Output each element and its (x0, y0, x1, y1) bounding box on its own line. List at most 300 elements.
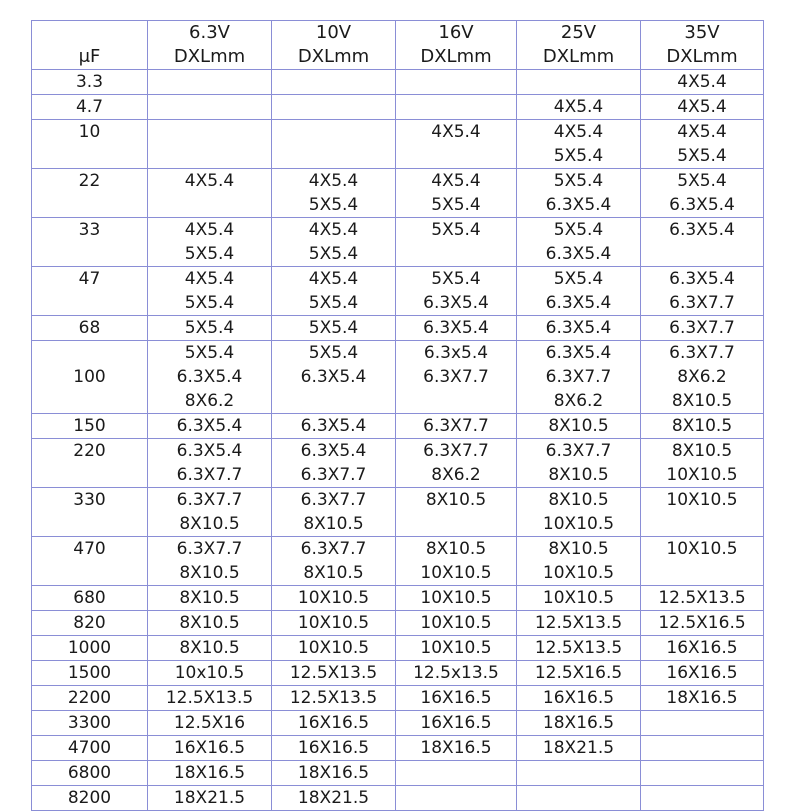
case-size-value: 6.3X7.7 (176, 465, 243, 485)
case-size-value: 4X5.4 (308, 269, 359, 289)
table-row (32, 414, 764, 439)
size-cell (272, 95, 396, 120)
capacitance-value: 330 (73, 490, 106, 510)
case-size-value: 16X16.5 (297, 713, 370, 733)
case-size-value: 8X10.5 (179, 638, 240, 658)
case-size-value: 5X5.4 (431, 269, 481, 289)
case-size-value: 16X16.5 (666, 663, 738, 683)
case-size-value: 5X5.4 (308, 343, 359, 363)
case-size-value: 10X10.5 (420, 638, 492, 658)
header-6-3v (148, 21, 272, 70)
case-size-value: 16X16.5 (297, 738, 370, 758)
case-size-value: 8X6.2 (184, 391, 235, 411)
case-size-value: 12.5X13.5 (534, 638, 623, 658)
case-size-value: 6.3X5.4 (545, 244, 612, 264)
case-size-value: 6.3X5.4 (545, 343, 612, 363)
table-row (32, 218, 764, 267)
size-cell (641, 636, 764, 661)
size-cell (517, 636, 641, 661)
capacitance-value: 3.3 (75, 72, 104, 92)
case-size-value: 12.5X13.5 (289, 663, 378, 683)
case-size-value: 6.3X7.7 (176, 539, 243, 559)
case-size-value: 6.3X5.4 (423, 318, 489, 338)
capacitance-value: 4.7 (75, 97, 104, 117)
size-cell (396, 711, 517, 736)
case-size-value: 8X10.5 (548, 465, 609, 485)
size-cell (396, 95, 517, 120)
case-size-value: 6.3X5.4 (669, 269, 735, 289)
header-voltage: 16V (438, 22, 474, 43)
header-unit: DXLmm (297, 46, 370, 67)
table-row (32, 537, 764, 586)
case-size-value: 10x10.5 (174, 663, 245, 683)
case-size-value: 10X10.5 (666, 539, 738, 559)
size-cell (517, 70, 641, 95)
size-cell (517, 586, 641, 611)
case-size-value: 6.3X7.7 (669, 343, 735, 363)
case-size-value: 8X10.5 (548, 416, 609, 436)
size-cell (148, 218, 272, 267)
case-size-value: 4X5.4 (553, 97, 604, 117)
header-unit: DXLmm (542, 46, 615, 67)
case-size-value: 10X10.5 (542, 563, 615, 583)
capacitance-cell (32, 586, 148, 611)
size-cell (148, 120, 272, 169)
case-size-value: 5X5.4 (308, 195, 359, 215)
size-cell (148, 711, 272, 736)
case-size-value: 6.3x5.4 (423, 343, 489, 363)
capacitance-cell (32, 686, 148, 711)
case-size-value: 18X21.5 (297, 788, 370, 808)
case-size-value: 5X5.4 (677, 146, 727, 166)
header-35v (641, 21, 764, 70)
case-size-value: 8X10.5 (179, 588, 240, 608)
case-size-value: 18X21.5 (173, 788, 246, 808)
table-row (32, 636, 764, 661)
size-cell (396, 736, 517, 761)
capacitance-value: 68 (78, 318, 101, 338)
header-unit: DXLmm (173, 46, 246, 67)
capacitance-value: 100 (73, 367, 106, 387)
size-cell (517, 120, 641, 169)
size-cell (641, 316, 764, 341)
size-cell (396, 414, 517, 439)
case-size-value: 5X5.4 (308, 318, 359, 338)
case-size-value: 8X10.5 (425, 490, 487, 510)
capacitance-cell (32, 611, 148, 636)
table-row (32, 761, 764, 786)
capacitance-value: 470 (73, 539, 106, 559)
case-size-value: 6.3X5.4 (176, 416, 243, 436)
table-row (32, 439, 764, 488)
capacitance-cell (32, 711, 148, 736)
case-size-value: 10X10.5 (297, 638, 370, 658)
size-cell (641, 95, 764, 120)
size-cell (148, 169, 272, 218)
case-size-value: 4X5.4 (553, 122, 604, 142)
case-size-value: 5X5.4 (677, 171, 727, 191)
table-row (32, 169, 764, 218)
size-cell (148, 488, 272, 537)
header-row (32, 21, 764, 70)
case-size-value: 8X10.5 (425, 539, 487, 559)
capacitance-value: 8200 (67, 788, 112, 808)
size-cell (641, 218, 764, 267)
size-cell (272, 761, 396, 786)
case-size-value: 4X5.4 (308, 220, 359, 240)
capacitance-cell (32, 636, 148, 661)
size-cell (641, 786, 764, 811)
size-cell (517, 736, 641, 761)
case-size-value: 10X10.5 (666, 465, 738, 485)
case-size-value: 6.3X7.7 (423, 416, 489, 436)
capacitance-cell (32, 439, 148, 488)
case-size-value: 18X16.5 (173, 763, 246, 783)
case-size-value: 5X5.4 (431, 195, 481, 215)
case-size-value: 8X10.5 (671, 391, 733, 411)
size-cell (148, 636, 272, 661)
case-size-value: 10X10.5 (420, 563, 492, 583)
case-size-value: 8X10.5 (179, 613, 240, 633)
case-size-value: 4X5.4 (184, 220, 235, 240)
header-uf-line-1 (32, 21, 147, 45)
table-row (32, 586, 764, 611)
size-cell (517, 414, 641, 439)
header-voltage: 6.3V (189, 22, 230, 43)
size-cell (396, 439, 517, 488)
size-cell (396, 70, 517, 95)
case-size-value: 6.3X5.4 (300, 441, 367, 461)
size-cell (517, 218, 641, 267)
case-size-value: 6.3X5.4 (669, 195, 735, 215)
capacitance-value: 47 (78, 269, 101, 289)
case-size-value: 16X16.5 (420, 688, 492, 708)
capacitance-cell (32, 341, 148, 414)
capacitance-cell (32, 786, 148, 811)
case-size-value: 5X5.4 (553, 171, 604, 191)
case-size-value: 16X16.5 (666, 638, 738, 658)
capacitance-cell (32, 95, 148, 120)
header-uf (32, 21, 148, 70)
case-size-value: 4X5.4 (308, 171, 359, 191)
case-size-value: 12.5X13.5 (534, 613, 623, 633)
case-size-value: 5X5.4 (184, 343, 235, 363)
size-cell (272, 786, 396, 811)
size-cell (641, 736, 764, 761)
capacitance-cell (32, 70, 148, 95)
capacitance-cell (32, 661, 148, 686)
case-size-value: 8X6.2 (553, 391, 604, 411)
size-cell (641, 611, 764, 636)
size-cell (517, 686, 641, 711)
case-size-value: 6.3X5.4 (176, 441, 243, 461)
size-cell (396, 316, 517, 341)
capacitance-value: 33 (78, 220, 101, 240)
capacitance-value: 3300 (67, 713, 112, 733)
case-size-value: 18X16.5 (542, 713, 615, 733)
size-cell (272, 736, 396, 761)
table-row (32, 341, 764, 414)
size-cell (148, 786, 272, 811)
size-cell (641, 341, 764, 414)
capacitance-value: 10 (78, 122, 101, 142)
size-cell (272, 488, 396, 537)
capacitance-value: 150 (73, 416, 106, 436)
capacitance-value: 22 (78, 171, 101, 191)
size-cell (517, 316, 641, 341)
size-cell (396, 341, 517, 414)
size-cell (148, 267, 272, 316)
size-cell (272, 537, 396, 586)
size-cell (272, 711, 396, 736)
size-cell (517, 488, 641, 537)
size-cell (272, 439, 396, 488)
table-row (32, 711, 764, 736)
size-cell (396, 488, 517, 537)
table-row (32, 786, 764, 811)
case-size-value: 6.3X5.4 (300, 367, 367, 387)
case-size-value: 8X6.2 (431, 465, 481, 485)
capacitance-cell (32, 218, 148, 267)
case-size-value: 5X5.4 (553, 269, 604, 289)
case-size-value: 5X5.4 (553, 220, 604, 240)
size-cell (272, 341, 396, 414)
size-cell (272, 414, 396, 439)
case-size-value: 6.3X5.4 (423, 293, 489, 313)
case-size-value: 5X5.4 (308, 293, 359, 313)
size-cell (148, 611, 272, 636)
size-cell (517, 95, 641, 120)
size-cell (396, 611, 517, 636)
size-cell (272, 611, 396, 636)
table-row (32, 95, 764, 120)
case-size-value: 12.5X13.5 (658, 588, 746, 608)
size-cell (148, 736, 272, 761)
table-row (32, 736, 764, 761)
capacitance-cell (32, 316, 148, 341)
case-size-value: 6.3X7.7 (300, 539, 367, 559)
size-cell (148, 439, 272, 488)
case-size-value: 6.3X5.4 (545, 293, 612, 313)
size-cell (517, 537, 641, 586)
header-voltage: 25V (560, 22, 597, 43)
header-uf-line-2: μF (78, 46, 101, 67)
case-size-value: 6.3X7.7 (545, 441, 612, 461)
size-cell (641, 169, 764, 218)
case-size-value: 5X5.4 (184, 244, 235, 264)
size-cell (148, 414, 272, 439)
size-cell (396, 761, 517, 786)
size-cell (396, 636, 517, 661)
size-cell (148, 761, 272, 786)
case-size-value: 10X10.5 (420, 613, 492, 633)
size-cell (641, 661, 764, 686)
header-voltage: 35V (684, 22, 720, 43)
capacitance-cell (32, 169, 148, 218)
case-size-value: 10X10.5 (297, 588, 370, 608)
case-size-value: 5X5.4 (431, 220, 481, 240)
table-row (32, 70, 764, 95)
size-cell (396, 120, 517, 169)
size-cell (641, 586, 764, 611)
size-cell (396, 786, 517, 811)
size-cell (517, 711, 641, 736)
case-size-value: 4X5.4 (431, 171, 481, 191)
table-row (32, 120, 764, 169)
table-row (32, 686, 764, 711)
case-size-value: 12.5X13.5 (165, 688, 254, 708)
case-size-value: 16X16.5 (173, 738, 246, 758)
size-cell (148, 341, 272, 414)
table-row (32, 267, 764, 316)
case-size-value: 12.5X16.5 (534, 663, 623, 683)
case-size-value: 6.3X5.4 (300, 416, 367, 436)
size-cell (272, 267, 396, 316)
case-size-value: 18X21.5 (542, 738, 615, 758)
size-cell (641, 537, 764, 586)
case-size-value: 6.3X7.7 (669, 318, 735, 338)
size-cell (517, 661, 641, 686)
size-cell (517, 341, 641, 414)
case-size-value: 8X6.2 (677, 367, 727, 387)
table-body (32, 70, 764, 811)
case-size-value: 12.5x13.5 (413, 663, 499, 683)
size-cell (148, 661, 272, 686)
case-size-value: 18X16.5 (420, 738, 492, 758)
capacitance-value: 4700 (67, 738, 112, 758)
size-cell (396, 218, 517, 267)
case-size-value: 6.3X5.4 (176, 367, 243, 387)
size-cell (641, 711, 764, 736)
size-cell (272, 661, 396, 686)
case-size-value: 8X10.5 (671, 416, 733, 436)
case-size-value: 8X10.5 (179, 514, 240, 534)
table-row (32, 661, 764, 686)
size-cell (148, 537, 272, 586)
capacitance-value: 6800 (67, 763, 112, 783)
case-size-value: 5X5.4 (553, 146, 604, 166)
case-size-value: 5X5.4 (184, 293, 235, 313)
capacitance-cell (32, 736, 148, 761)
size-cell (641, 686, 764, 711)
header-10v (272, 21, 396, 70)
size-cell (641, 414, 764, 439)
case-size-value: 6.3X5.4 (545, 318, 612, 338)
size-cell (396, 537, 517, 586)
size-cell (272, 169, 396, 218)
size-cell (272, 636, 396, 661)
case-size-value: 16X16.5 (420, 713, 492, 733)
size-cell (272, 586, 396, 611)
size-cell (641, 488, 764, 537)
table-row (32, 488, 764, 537)
case-size-value: 8X10.5 (179, 563, 240, 583)
case-size-value: 12.5X16.5 (658, 613, 746, 633)
case-size-value: 6.3X7.7 (300, 465, 367, 485)
size-cell (148, 95, 272, 120)
size-cell (517, 169, 641, 218)
size-cell (396, 586, 517, 611)
size-cell (148, 686, 272, 711)
case-size-value: 8X10.5 (671, 441, 733, 461)
case-size-value: 10X10.5 (666, 490, 738, 510)
size-cell (396, 267, 517, 316)
case-size-value: 4X5.4 (431, 122, 481, 142)
size-cell (272, 120, 396, 169)
case-size-value: 18X16.5 (297, 763, 370, 783)
case-size-value: 4X5.4 (184, 269, 235, 289)
size-cell (517, 786, 641, 811)
case-size-value: 4X5.4 (677, 97, 727, 117)
table-row (32, 316, 764, 341)
size-cell (396, 686, 517, 711)
capacitance-cell (32, 267, 148, 316)
case-size-value: 6.3X7.7 (300, 490, 367, 510)
capacitance-cell (32, 414, 148, 439)
capacitance-value: 220 (73, 441, 106, 461)
case-size-value: 6.3X7.7 (669, 293, 735, 313)
table-row (32, 611, 764, 636)
header-25v (517, 21, 641, 70)
case-size-value: 12.5X16 (173, 713, 246, 733)
case-size-value: 10X10.5 (542, 514, 615, 534)
capacitor-size-table (31, 20, 764, 811)
header-voltage: 10V (315, 22, 352, 43)
capacitance-cell (32, 761, 148, 786)
size-cell (272, 70, 396, 95)
size-cell (396, 169, 517, 218)
case-size-value: 6.3X5.4 (669, 220, 735, 240)
capacitance-value: 1500 (67, 663, 112, 683)
case-size-value: 16X16.5 (542, 688, 615, 708)
case-size-value: 8X10.5 (548, 539, 609, 559)
case-size-value: 8X10.5 (548, 490, 609, 510)
capacitance-value: 820 (73, 613, 106, 633)
capacitance-cell (32, 488, 148, 537)
case-size-value: 10X10.5 (297, 613, 370, 633)
case-size-value: 8X10.5 (303, 563, 364, 583)
size-cell (148, 70, 272, 95)
case-size-value: 10X10.5 (542, 588, 615, 608)
case-size-value: 4X5.4 (184, 171, 235, 191)
size-cell (517, 761, 641, 786)
capacitance-cell (32, 120, 148, 169)
size-cell (272, 316, 396, 341)
size-cell (272, 218, 396, 267)
size-cell (641, 120, 764, 169)
case-size-value: 6.3X7.7 (423, 367, 489, 387)
capacitance-value: 680 (73, 588, 106, 608)
size-cell (272, 686, 396, 711)
size-cell (517, 439, 641, 488)
header-unit: DXLmm (666, 46, 738, 67)
case-size-value: 4X5.4 (677, 72, 727, 92)
size-cell (396, 661, 517, 686)
case-size-value: 6.3X7.7 (176, 490, 243, 510)
size-cell (148, 586, 272, 611)
header-16v (396, 21, 517, 70)
case-size-value: 5X5.4 (308, 244, 359, 264)
size-cell (641, 439, 764, 488)
size-cell (517, 267, 641, 316)
case-size-value: 12.5X13.5 (289, 688, 378, 708)
case-size-value: 8X10.5 (303, 514, 364, 534)
case-size-value: 6.3X5.4 (545, 195, 612, 215)
case-size-value: 18X16.5 (666, 688, 738, 708)
capacitance-cell (32, 537, 148, 586)
capacitance-value: 1000 (67, 638, 112, 658)
case-size-value: 4X5.4 (677, 122, 727, 142)
